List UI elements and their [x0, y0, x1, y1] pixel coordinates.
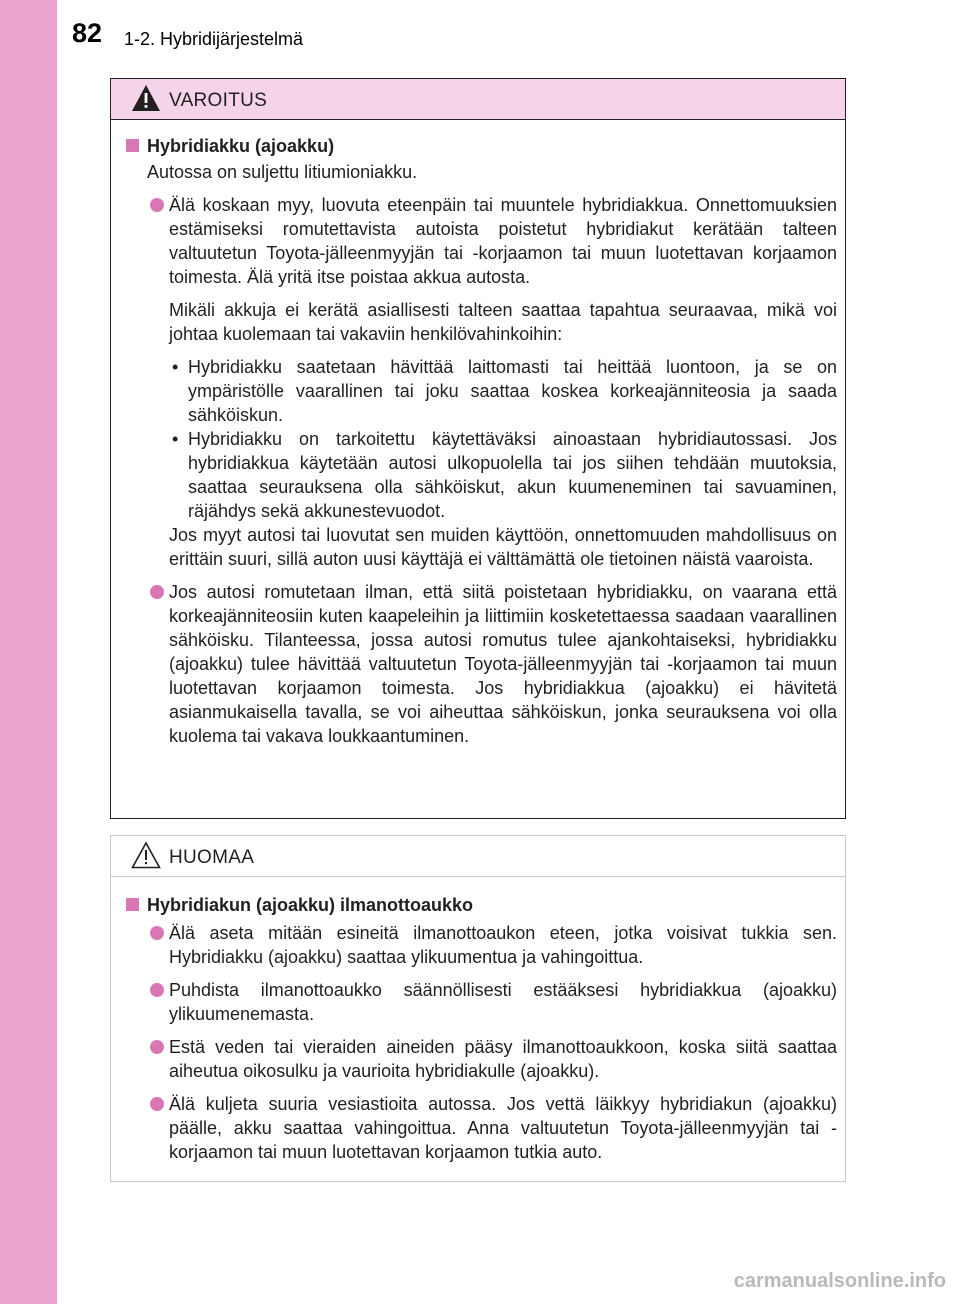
warning-box-header [111, 79, 845, 120]
notice-bullet [125, 1035, 837, 1083]
warning-bullet-2-text: Jos autosi romutetaan ilman, että siitä poistetaan hybridiakku, on vaarana että korkeajänniteosiin kuten kaapeleihin ja liittimiin kosketettaessa saadaan vaarallinen sähköisku. Tilanteessa, jossa autosi romutus tulee ajankohtaiseksi, hybridiakku (ajoakku) tulee hävittää valtuutetun Toyota-jälleenmyyjän tai -korjaamon tai muun luotettavan korjaamon toimesta. Jos hybridiakkua (ajoakku) ei hävitetä asianmukaisella tavalla, se voi aiheuttaa sähköiskun, jonka seurauksena voi olla kuolema tai vakava loukkaantuminen. [169, 582, 837, 746]
warning-triangle-icon [131, 84, 161, 112]
warning-intro: Autossa on suljettu litiumioniakku. [147, 162, 418, 182]
notice-bullet-text: Älä kuljeta suuria vesiastioita autossa. Jos vettä läikkyy hybridiakun (ajoakku) päälle, akku saattaa vahingoittua. Anna valtuutetun Toyota-jälleenmyyjän tai -korjaamon tai muun luotettavan korjaamon tutkia auto. [169, 1094, 837, 1162]
page-number: 82 [72, 18, 103, 48]
square-bullet-icon [126, 139, 139, 152]
notice-box-body [111, 877, 845, 1164]
warning-label: VAROITUS [169, 90, 268, 111]
circle-bullet-icon [150, 983, 164, 997]
page-sidebar-tab [0, 0, 57, 1304]
warning-bullet-1-text: Älä koskaan myy, luovuta eteenpäin tai muuntele hybridiakkua. Onnettomuuksien estämiseksi romutettavista autoista poistetut hybridiakut kerätään talteen valtuutetun Toyota-jälleenmyyjän tai -korjaamon tai muun luotettavan korjaamon toimesta. Älä yritä itse poistaa akkua autosta. [169, 195, 837, 287]
notice-bullet [125, 1092, 837, 1164]
circle-bullet-icon [150, 926, 164, 940]
circle-bullet-icon [150, 198, 164, 212]
section-title: 1-2. Hybridijärjestelmä [124, 29, 304, 49]
list-item-text: Hybridiakku saatetaan hävittää laittomasti tai heittää luontoon, ja se on ympäristölle vaarallinen tai joku saattaa koskea korkeajänniteosia ja saada sähköiskun. [188, 357, 837, 425]
warning-sub-paragraph: Mikäli akkuja ei kerätä asiallisesti talteen saattaa tapahtua seuraavaa, mikä voi johtaa kuolemaan tai vakaviin henkilövahinkoihin: [169, 300, 837, 344]
list-item [125, 355, 837, 427]
list-item-text: Hybridiakku on tarkoitettu käytettäväksi ainoastaan hybridiautossasi. Jos hybridiakkua käytetään autosi ulkopuolella tai jos siihen tehdään muutoksia, saattaa seurauksena olla sähköiskut, akun kuumeneminen tai savuaminen, räjähdys sekä akkunestevuodot. [188, 429, 837, 521]
notice-label: HUOMAA [169, 847, 255, 868]
notice-bullet [125, 978, 837, 1026]
watermark: carmanualsonline.info [733, 1270, 946, 1292]
notice-bullet [125, 921, 837, 969]
notice-box-header [111, 836, 845, 877]
list-item [125, 427, 837, 523]
warning-box-body [111, 120, 845, 748]
notice-heading [125, 893, 837, 917]
notice-heading-text: Hybridiakun (ajoakku) ilmanottoaukko [147, 895, 474, 915]
warning-after-list: Jos myyt autosi tai luovutat sen muiden käyttöön, onnettomuuden mahdollisuus on erittäin suuri, sillä auton uusi käyttäjä ei välttämättä ole tietoinen näistä vaaroista. [169, 525, 837, 569]
notice-bullet-text: Estä veden tai vieraiden aineiden pääsy ilmanottoaukkoon, koska siitä saattaa aiheutua oikosulku ja vaurioita hybridiakulle (ajoakku). [169, 1037, 837, 1081]
circle-bullet-icon [150, 1040, 164, 1054]
warning-heading [125, 134, 837, 158]
warning-consequence-list [125, 355, 837, 523]
warning-bullet-1 [125, 193, 837, 289]
notice-box [110, 835, 846, 1182]
square-bullet-icon [126, 898, 139, 911]
circle-bullet-icon [150, 585, 164, 599]
warning-box [110, 78, 846, 819]
circle-bullet-icon [150, 1097, 164, 1111]
page-header [0, 0, 960, 60]
caution-triangle-outline-icon [131, 841, 161, 869]
warning-bullet-2 [125, 580, 837, 748]
list-bullet-mark: • [172, 357, 179, 377]
warning-heading-text: Hybridiakku (ajoakku) [147, 136, 335, 156]
notice-bullet-text: Älä aseta mitään esineitä ilmanottoaukon eteen, jotka voisivat tukkia sen. Hybridiakku (ajoakku) saattaa ylikuumentua ja vahingoittua. [169, 923, 837, 967]
notice-bullet-text: Puhdista ilmanottoaukko säännöllisesti estääksesi hybridiakkua (ajoakku) ylikuumenemasta. [169, 980, 837, 1024]
list-bullet-mark: • [172, 429, 179, 449]
